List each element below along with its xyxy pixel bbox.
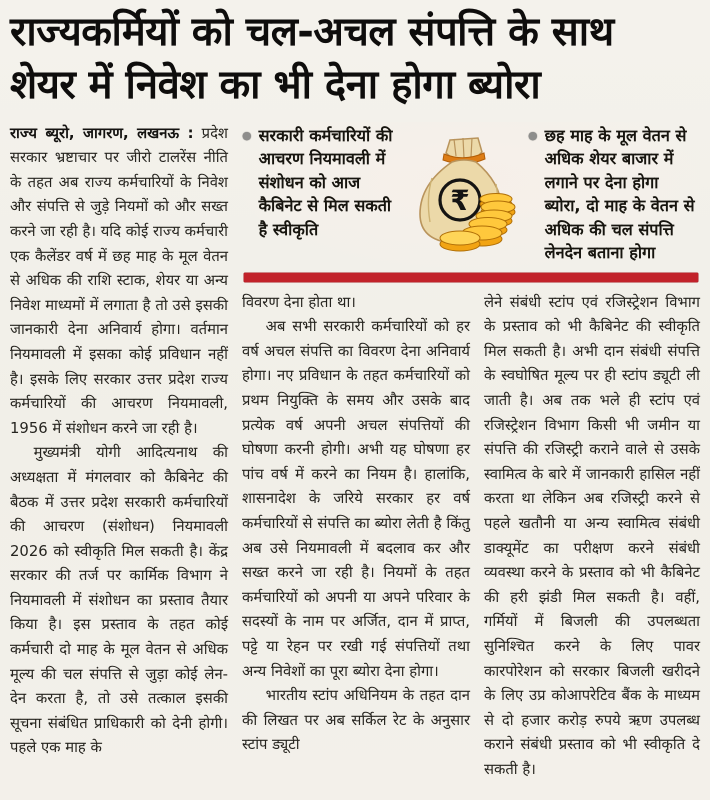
red-divider-rule — [244, 273, 698, 282]
headline-line-1: राज्यकर्मियों को चल-अचल संपत्ति के साथ — [10, 9, 614, 55]
text-column-2 — [242, 291, 470, 783]
paragraph: भारतीय स्टांप अधिनियम के तहत दान की लिखत पर अब सर्किल रेट के अनुसार स्टांप ड्यूटी — [242, 687, 470, 754]
paragraph — [10, 122, 228, 442]
rupee-symbol: ₹ — [450, 183, 470, 217]
bullet-icon: ● — [242, 128, 252, 142]
dateline: राज्य ब्यूरो, जागरण, लखनऊ : — [10, 124, 194, 142]
callout-1 — [242, 124, 400, 242]
right-columns — [242, 291, 700, 783]
headline-line-2: शेयर में निवेश का भी देना होगा ब्योरा — [10, 61, 541, 108]
text-column-1 — [10, 122, 228, 783]
callout-2 — [528, 124, 700, 265]
paragraph: लेने संबंधी स्टांप एवं रजिस्ट्रेशन विभाग के प्रस्ताव को भी कैबिनेट की स्वीकृति मिल सकती है। अभी दान संबंधी संपत्ति के स्वघोषित मूल्य पर ही स्टांप ड्यूटी ली जाती है। अब तक भले ही स्टांप एवं रजिस्ट्रेशन विभाग किसी भी जमीन या संपत्ति की रजिस्ट्री कराने वाले से उसके स्वामित्व के बारे में जानकारी हासिल नहीं करता था लेकिन अब रजिस्ट्री करने से पहले खतौनी या अन्य स्वामित्व संबंधी डाक्यूमेंट का परीक्षण करने संबंधी व्यवस्था करने के प्रस्ताव को भी कैबिनेट की हरी झंडी मिल सकती है। वहीं, गर्मियों में बिजली की उपलब्धता सुनिश्चित करने के लिए पावर कारपोरेशन को सरकार बिजली खरीदने के लिए उप्र कोआपरेटिव बैंक के माध्यम से दो हजार करोड़ रुपये ऋण उपलब्ध कराने संबंधी प्रस्ताव को भी स्वीकृति दे सकती है। — [484, 293, 700, 778]
standfirst-row — [242, 122, 700, 269]
article-headline — [10, 6, 700, 112]
text-column-3 — [484, 291, 700, 783]
bullet-icon: ● — [528, 128, 538, 142]
money-bag-icon — [408, 126, 520, 254]
callout-1-text: सरकारी कर्मचारियों की आचरण नियमावली में संशोधन को आज कैबिनेट से मिल सकती है स्वीकृति — [258, 125, 393, 239]
paragraph: मुख्यमंत्री योगी आदित्यनाथ की अध्यक्षता में मंगलवार को कैबिनेट की बैठक में उत्तर प्रदेश सरकारी कर्मचारियों की आचरण (संशोधन) नियमावली 2026 को स्वीकृति मिल सकती है। केंद्र सरकार की तर्ज पर कार्मिक विभाग ने नियमावली में संशोधन का प्रस्ताव तैयार किया है। इस प्रस्ताव के तहत कोई कर्मचारी दो माह के मूल वेतन से अधिक मूल्य की चल संपत्ति से जुड़ा कोई लेन-देन करता है, तो उसे तत्काल इसकी सूचना संबंधित प्राधिकारी को देनी होगी। पहले एक माह के — [10, 444, 228, 757]
paragraph-text: प्रदेश सरकार भ्रष्टाचार पर जीरो टालरेंस नीति के तहत अब राज्य कर्मचारियों के निवेश और संपत्ति से जुड़े नियमों को और सख्त करने जा रही है। यदि कोई राज्य कर्मचारी एक कैलेंडर वर्ष में छह माह के मूल वेतन से अधिक की राशि स्टाक, शेयर या अन्य निवेश माध्यमों में लगाता है तो उसे इसकी जानकारी देना अनिवार्य होगा। वर्तमान नियमावली में इसका कोई प्रविधान नहीं है। इसके लिए सरकार उत्तर प्रदेश राज्य कर्मचारियों की आचरण नियमावली, 1956 में संशोधन करने जा रही है। — [10, 124, 228, 437]
callout-2-text: छह माह के मूल वेतन से अधिक शेयर बाजार में लगाने पर देना होगा ब्योरा, दो माह के वेतन से अधिक की चल संपत्ति लेनदेन बताना होगा — [544, 125, 695, 263]
paragraph: विवरण देना होता था। — [242, 293, 356, 311]
right-zone — [242, 122, 700, 783]
article-body — [10, 122, 700, 783]
paragraph: अब सभी सरकारी कर्मचारियों को हर वर्ष अचल संपत्ति का विवरण देना अनिवार्य होगा। नए प्रविधान के तहत कर्मचारियों को प्रथम नियुक्ति के समय और उसके बाद प्रत्येक वर्ष अपनी अचल संपत्तियों की घोषणा करनी होगी। अभी यह घोषणा हर पांच वर्ष में करने का नियम है। हालांकि, शासनादेश के जरिये सरकार हर वर्ष कर्मचारियों से संपत्ति का ब्योरा लेती है किंतु अब उसे नियमावली में बदलाव कर और सख्त करने जा रही है। नियमों के तहत कर्मचारियों को अपनी या अपने परिवार के सदस्यों के नाम पर अर्जित, दान में प्राप्त, पट्टे या रेहन पर रखी गई संपत्तियों तथा अन्य निवेशों का पूरा ब्योरा देना होगा। — [242, 318, 470, 680]
